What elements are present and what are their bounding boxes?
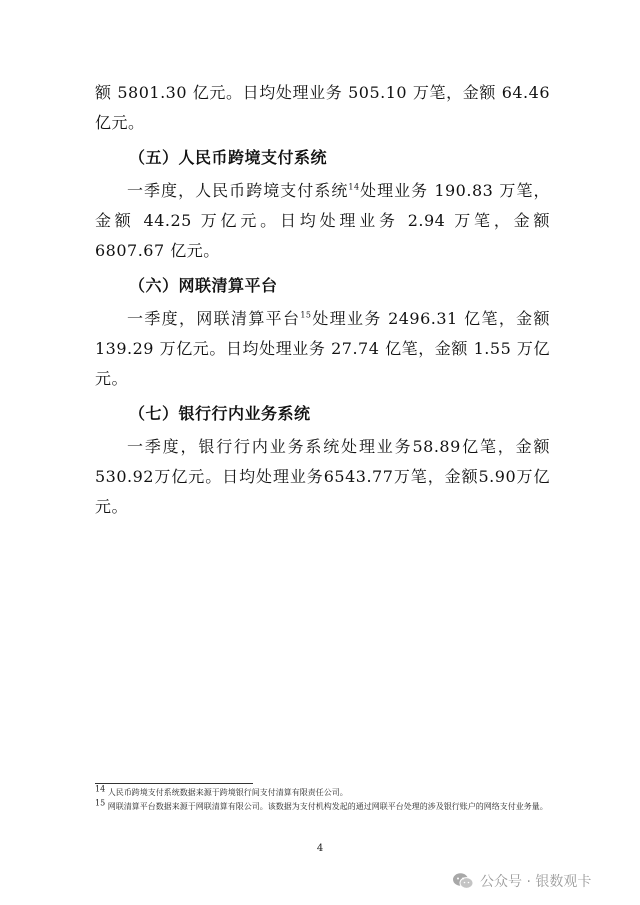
section-heading-6: （六）网联清算平台 [129,276,278,295]
wechat-icon [452,872,474,890]
paragraph-section-7: 一季度，银行行内业务系统处理业务58.89亿笔，金额530.92万亿元。日均处理业务6543.77万笔，金额5.90万亿元。 [95,437,550,516]
footnotes [95,783,550,814]
footnote-ref-15: 15 [300,310,312,320]
paragraph-section-5 [95,176,550,266]
footnote-14-text: 人民币跨境支付系统数据来源于跨境银行间支付清算有限责任公司。 [107,788,348,797]
footnote-ref-14: 14 [348,182,360,192]
section-heading-7: （七）银行行内业务系统 [129,404,311,423]
watermark [452,868,591,894]
page-number: 4 [316,843,324,854]
paragraph-section-6-part1: 一季度，网联清算平台 [127,309,301,328]
paragraph-section-6-part2: 处理业务 2496.31 亿笔，金额 139.29 万亿元。日均处理业务 27.74 亿笔，金额 1.55 万亿元。 [95,309,550,388]
section-heading-5: （五）人民币跨境支付系统 [129,148,328,167]
footnote-15-text: 网联清算平台数据来源于网联清算有限公司。该数据为支付机构发起的通过网联平台处理的涉及银行账户的网络支付业务量。 [107,802,548,811]
footnote-divider [95,783,253,784]
paragraph-continued: 额 5801.30 亿元。日均处理业务 505.10 万笔，金额 64.46 亿元。 [95,83,550,132]
document-body [95,78,550,527]
paragraph-section-5-part2: 处理业务 190.83 万笔，金额 44.25 万亿元。日均处理业务 2.94 万笔，金额 6807.67 亿元。 [95,181,550,260]
paragraph-section-5-part1: 一季度，人民币跨境支付系统 [127,181,349,200]
footnote-15 [95,800,550,814]
watermark-text: 公众号 · 银数观卡 [480,874,592,890]
footnote-14 [95,786,550,800]
footnote-14-number: 14 [95,784,106,794]
footnote-15-number: 15 [95,798,106,808]
paragraph-section-6 [95,304,550,394]
